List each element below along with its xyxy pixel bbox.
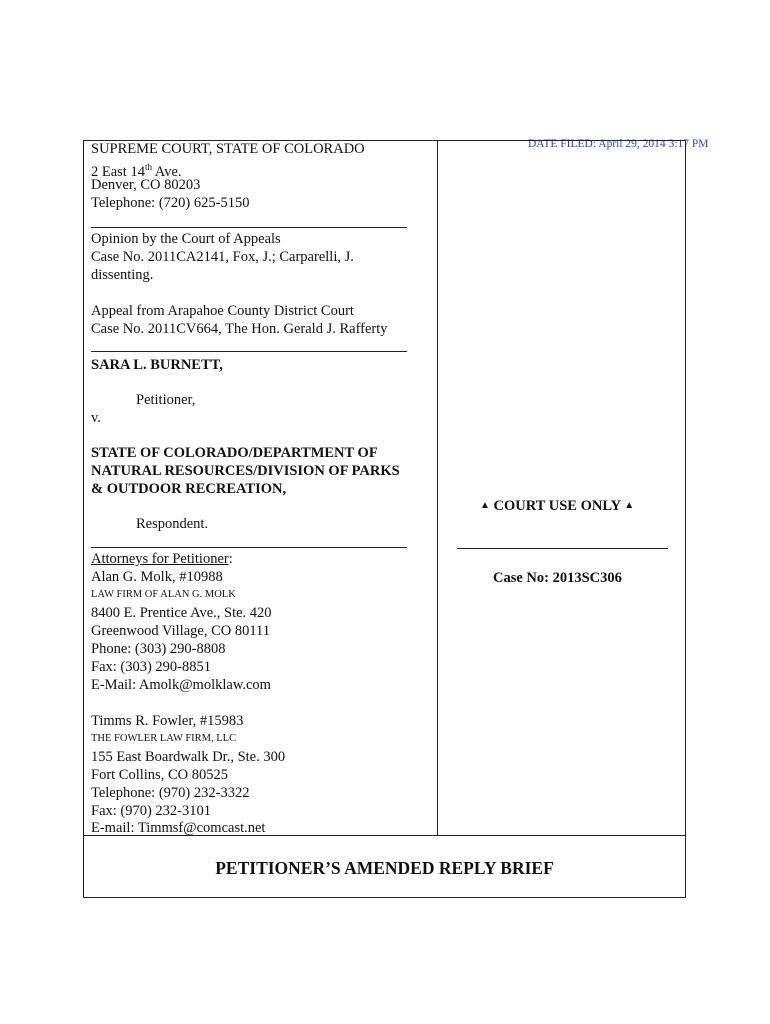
court-use-text: COURT USE ONLY xyxy=(493,498,621,514)
opinion-line-3: dissenting. xyxy=(91,267,154,283)
respondent-role: Respondent. xyxy=(136,516,209,532)
document-title: PETITIONER’S AMENDED REPLY BRIEF xyxy=(215,858,554,878)
attorney-1-address: 8400 E. Prentice Ave., Ste. 420 xyxy=(91,605,272,621)
date-filed-stamp: DATE FILED: April 29, 2014 3:17 PM xyxy=(528,138,709,150)
section-rule xyxy=(91,227,407,228)
case-number: Case No: 2013SC306 xyxy=(493,570,622,586)
versus: v. xyxy=(91,410,101,426)
appeal-line-1: Appeal from Arapahoe County District Court xyxy=(91,303,354,319)
respondent-line-2: NATURAL RESOURCES/DIVISION OF PARKS xyxy=(91,463,400,479)
caption-vertical-divider xyxy=(437,140,438,836)
section-rule xyxy=(91,351,407,352)
appeal-line-2: Case No. 2011CV664, The Hon. Gerald J. Rafferty xyxy=(91,321,388,337)
attorney-1-city: Greenwood Village, CO 80111 xyxy=(91,623,271,639)
attorney-2-firm: THE FOWLER LAW FIRM, LLC xyxy=(91,733,237,744)
attorney-1-phone: Phone: (303) 290-8808 xyxy=(91,641,226,657)
court-use-rule xyxy=(457,548,668,549)
attorney-1-name: Alan G. Molk, #10988 xyxy=(91,569,223,585)
court-city: Denver, CO 80203 xyxy=(91,177,201,193)
opinion-line-2: Case No. 2011CA2141, Fox, J.; Carparelli, J. xyxy=(91,249,354,265)
court-phone: Telephone: (720) 625-5150 xyxy=(91,195,250,211)
attorney-2-address: 155 East Boardwalk Dr., Ste. 300 xyxy=(91,749,286,765)
court-address: 2 East 14th Ave. xyxy=(91,162,182,180)
section-rule xyxy=(91,547,407,548)
attorney-2-fax: Fax: (970) 232-3101 xyxy=(91,803,212,819)
petitioner-name: SARA L. BURNETT, xyxy=(91,357,223,373)
attorney-1-firm: LAW FIRM OF ALAN G. MOLK xyxy=(91,589,236,600)
court-use-only-label xyxy=(480,498,634,515)
attorney-1-fax: Fax: (303) 290-8851 xyxy=(91,659,212,675)
attorney-2-email: E-mail: Timmsf@comcast.net xyxy=(91,820,266,836)
attorney-2-phone: Telephone: (970) 232-3322 xyxy=(91,785,250,801)
opinion-line-1: Opinion by the Court of Appeals xyxy=(91,231,281,247)
respondent-line-3: & OUTDOOR RECREATION, xyxy=(91,481,287,497)
attorney-2-name: Timms R. Fowler, #15983 xyxy=(91,713,244,729)
up-triangle-icon: ▲ xyxy=(624,500,635,511)
attorney-2-city: Fort Collins, CO 80525 xyxy=(91,767,228,783)
attorneys-heading: Attorneys for Petitioner: xyxy=(91,551,233,567)
respondent-line-1: STATE OF COLORADO/DEPARTMENT OF xyxy=(91,445,378,461)
up-triangle-icon: ▲ xyxy=(480,500,490,511)
court-name: SUPREME COURT, STATE OF COLORADO xyxy=(91,141,365,157)
attorney-1-email: E-Mail: Amolk@molklaw.com xyxy=(91,677,271,693)
petitioner-role: Petitioner, xyxy=(136,392,196,408)
